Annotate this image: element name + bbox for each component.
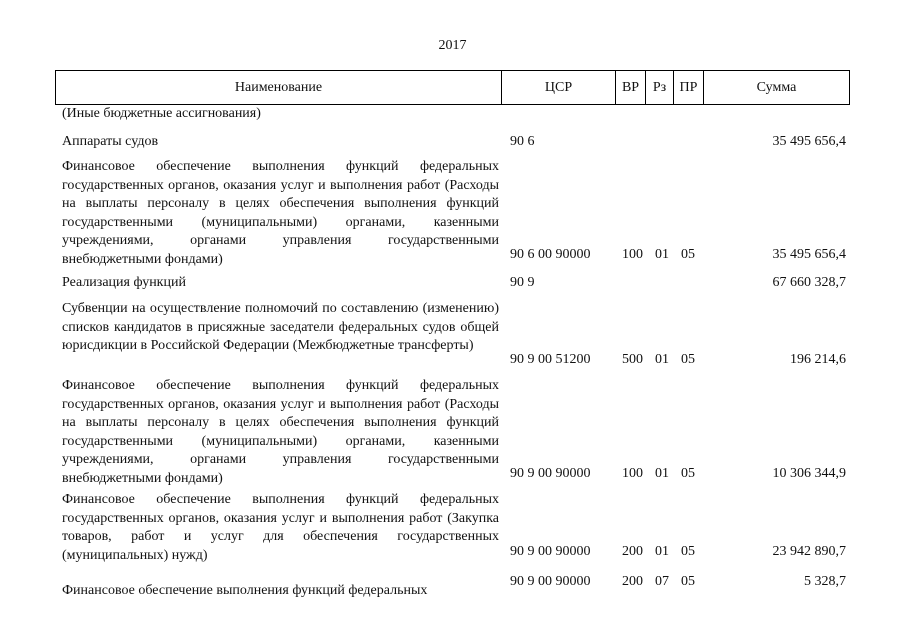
row-name: (Иные бюджетные ассигнования) <box>62 106 261 121</box>
row-vr: 100 <box>622 466 643 481</box>
row-csr: 90 9 00 90000 <box>510 544 591 559</box>
header-csr: ЦСР <box>502 71 616 104</box>
row-name: Финансовое обеспечение выполнения функций федеральных государственных органов, оказания услуг и выполнения работ (Закупка товаров, работ и услуг для обеспечения государственных (муниципальных) нужд) <box>62 492 499 563</box>
row-rz: 07 <box>655 574 669 589</box>
row-csr: 90 6 00 90000 <box>510 247 591 262</box>
table-row <box>0 274 905 292</box>
table-row <box>0 133 905 151</box>
row-rz: 01 <box>655 544 669 559</box>
row-pr: 05 <box>681 466 695 481</box>
row-rz: 01 <box>655 466 669 481</box>
header-vr: ВР <box>616 71 646 104</box>
row-sum: 196 214,6 <box>790 352 846 367</box>
table-row <box>0 378 905 486</box>
row-csr: 90 9 00 51200 <box>510 352 591 367</box>
row-csr: 90 9 00 90000 <box>510 574 591 589</box>
header-sum: Сумма <box>756 80 797 95</box>
row-csr: 90 9 <box>510 275 535 290</box>
table-row <box>0 105 905 123</box>
table-row <box>0 301 905 369</box>
table-row <box>0 492 905 561</box>
header-name: Наименование <box>56 71 502 104</box>
row-sum: 67 660 328,7 <box>772 275 846 290</box>
row-rz: 01 <box>655 247 669 262</box>
row-pr: 05 <box>681 574 695 589</box>
row-vr: 200 <box>622 574 643 589</box>
row-rz: 01 <box>655 352 669 367</box>
header-rz: Рз <box>646 71 674 104</box>
row-sum: 10 306 344,9 <box>772 466 846 481</box>
row-name: Финансовое обеспечение выполнения функций федеральных <box>62 583 428 598</box>
row-sum: 5 328,7 <box>804 574 846 589</box>
row-sum: 23 942 890,7 <box>772 544 846 559</box>
row-name: Финансовое обеспечение выполнения функций федеральных государственных органов, оказания услуг и выполнения работ (Расходы на выплаты персоналу в целях обеспечения выполнения функций государственными (муниципальными) органами, казенными учреждениями, органами управления государственными внебюджетными фондами) <box>62 378 499 486</box>
row-pr: 05 <box>681 544 695 559</box>
table-row <box>0 159 905 267</box>
table-header <box>55 70 850 105</box>
row-vr: 500 <box>622 352 643 367</box>
row-name: Финансовое обеспечение выполнения функций федеральных государственных органов, оказания услуг и выполнения работ (Расходы на выплаты персоналу в целях обеспечения выполнения функций государственными (муниципальными) органами, казенными учреждениями, органами управления государственными внебюджетными фондами) <box>62 159 499 267</box>
row-sum: 35 495 656,4 <box>772 247 846 262</box>
row-pr: 05 <box>681 352 695 367</box>
table-row <box>0 573 905 598</box>
row-name: Субвенции на осуществление полномочий по составлению (изменению) списков кандидатов в присяжные заседатели федеральных судов общей юрисдикции в Российской Федерации (Межбюджетные трансферты) <box>62 301 499 353</box>
row-name: Аппараты судов <box>62 134 159 149</box>
row-sum: 35 495 656,4 <box>772 134 846 149</box>
row-vr: 200 <box>622 544 643 559</box>
row-csr: 90 9 00 90000 <box>510 466 591 481</box>
row-pr: 05 <box>681 247 695 262</box>
row-csr: 90 6 <box>510 134 535 149</box>
page-year: 2017 <box>438 38 467 53</box>
row-name: Реализация функций <box>62 275 186 290</box>
row-vr: 100 <box>622 247 643 262</box>
header-pr: ПР <box>674 71 704 104</box>
